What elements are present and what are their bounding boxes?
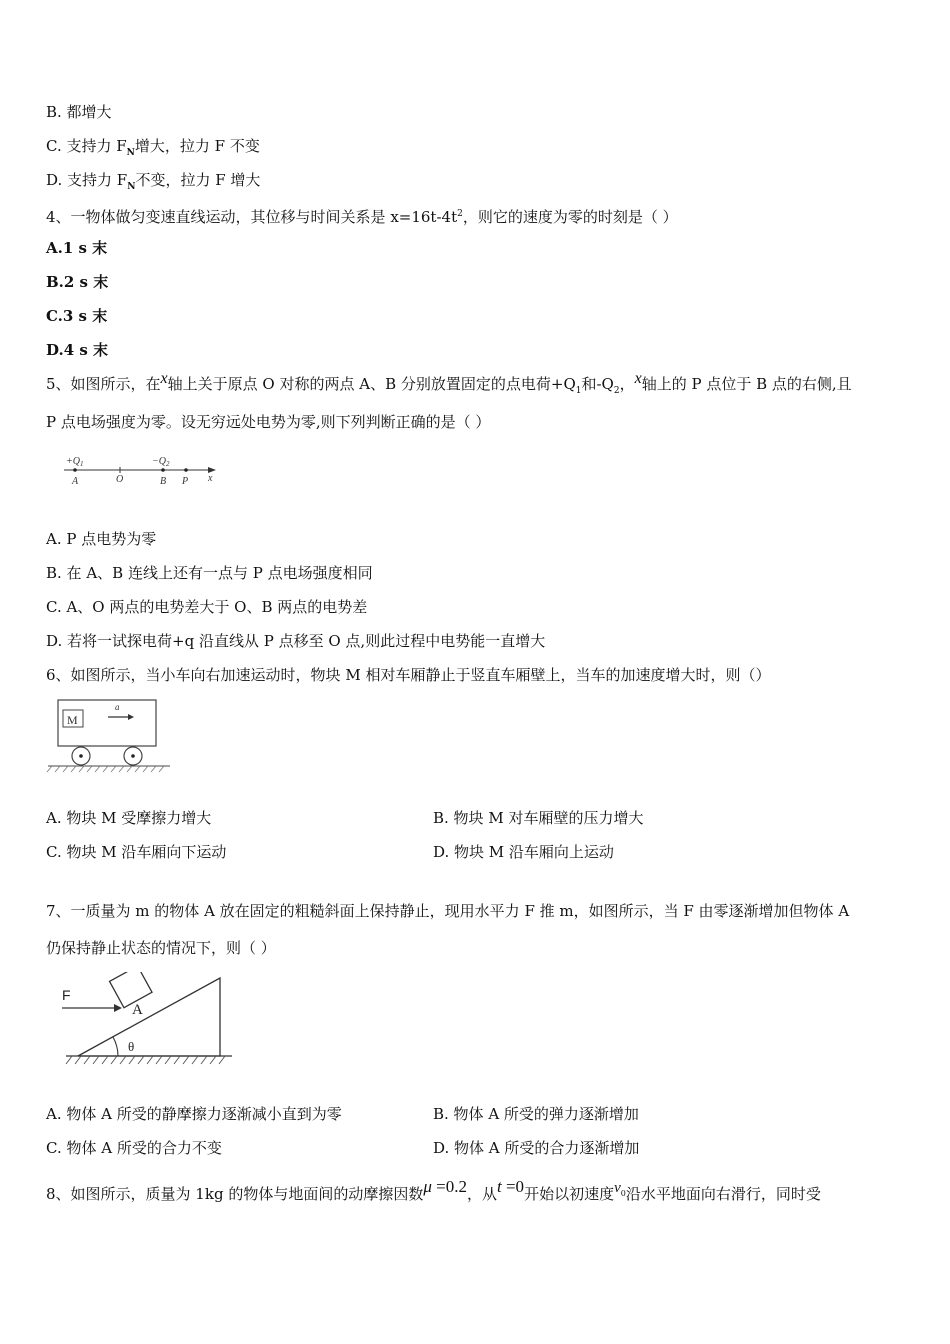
point-p [184,468,188,472]
q7-option-b: B. 物体 A 所受的弹力逐渐增加 [433,1105,639,1123]
q5-option-d: D. 若将一试探电荷+q 沿直线从 P 点移至 O 点,则此过程中电势能一直增大 [46,632,546,650]
q6-option-b: B. 物块 M 对车厢壁的压力增大 [433,809,644,827]
q5-option-a: A. P 点电势为零 [46,530,157,548]
q6-stem: 6、如图所示，当小车向右加速运动时，物块 M 相对车厢静止于竖直车厢壁上，当车的加速度增大时，则（） [46,666,771,684]
q4-option-b: B.2 s 末 [46,273,109,291]
q6-option-d: D. 物块 M 沿车厢向上运动 [433,843,614,861]
q7-stem-line1: 7、一质量为 m 的物体 A 放在固定的粗糙斜面上保持静止，现用水平力 F 推 m，如图所示，当 F 由零逐渐增加但物体 A [46,902,850,920]
label-x: x [208,473,213,484]
q6-option-a: A. 物块 M 受摩擦力增大 [46,809,212,827]
label-a: A [132,1002,143,1018]
q3-option-d: D. 支持力 $F_N$不变，拉力 F 增大 [46,171,261,192]
q7-option-d: D. 物体 A 所受的合力逐渐增加 [433,1139,640,1157]
label-m: M [67,713,78,727]
label-p: P [182,476,189,487]
angle-arc [113,1037,118,1056]
label-b: B [160,476,167,487]
wheel-left-axle [79,754,83,758]
acceleration-arrow-icon [128,714,134,720]
q7-stem-line2: 仍保持静止状态的情况下，则（ ） [46,939,276,957]
q3-option-b: B. 都增大 [46,103,112,121]
label-a: A [72,476,79,487]
label-minus-q2: $-Q_2$ [152,456,170,468]
label-plus-q1: $+Q_1$ [66,456,84,468]
q5-axis-figure [58,452,228,498]
point-b [161,468,165,472]
q6-cart-figure [44,696,176,776]
q6-option-c: C. 物块 M 沿车厢向下运动 [46,843,227,861]
q7-option-a: A. 物体 A 所受的静摩擦力逐渐减小直到为零 [46,1105,342,1123]
label-o: O [116,474,124,485]
ground-hatching [66,1056,225,1064]
q8-stem: 8、如图所示，质量为 1kg 的物体与地面间的动摩擦因数μ =0.2，从t =0开始以初速度$v_0$沿水平地面向右滑行，同时受 [46,1177,821,1203]
label-theta: θ [128,1039,135,1054]
q4-option-d: D.4 s 末 [46,341,109,359]
label-a: a [115,702,120,712]
q5-stem-line1: 5、如图所示，在x轴上关于原点 O 对称的两点 A、B 分别放置固定的点电荷$+Q_1$和$-Q_2$，x轴上的 P 点位于 B 点的右侧,且 [46,370,852,396]
q7-incline-figure [56,972,240,1072]
q5-option-b: B. 在 A、B 连线上还有一点与 P 点电场强度相同 [46,564,373,582]
q4-stem: 4、一物体做匀变速直线运动，其位移与时间关系是 $x=16t-4t^2$，则它的速度为零的时刻是（ ） [46,208,678,226]
point-a [73,468,77,472]
q5-stem-line2: P 点电场强度为零。设无穷远处电势为零,则下列判断正确的是（ ） [46,413,491,431]
q4-option-a: A.1 s 末 [46,239,108,257]
q5-option-c: C. A、O 两点的电势差大于 O、B 两点的电势差 [46,598,368,616]
block-a [110,972,152,1008]
label-f: F [62,987,71,1003]
ground-hatching [47,766,164,772]
q3-option-c: C. 支持力 $F_N$增大，拉力 F 不变 [46,137,260,158]
q4-option-c: C.3 s 末 [46,307,108,325]
wheel-right-axle [131,754,135,758]
force-arrow-icon [114,1004,122,1012]
q7-option-c: C. 物体 A 所受的合力不变 [46,1139,222,1157]
